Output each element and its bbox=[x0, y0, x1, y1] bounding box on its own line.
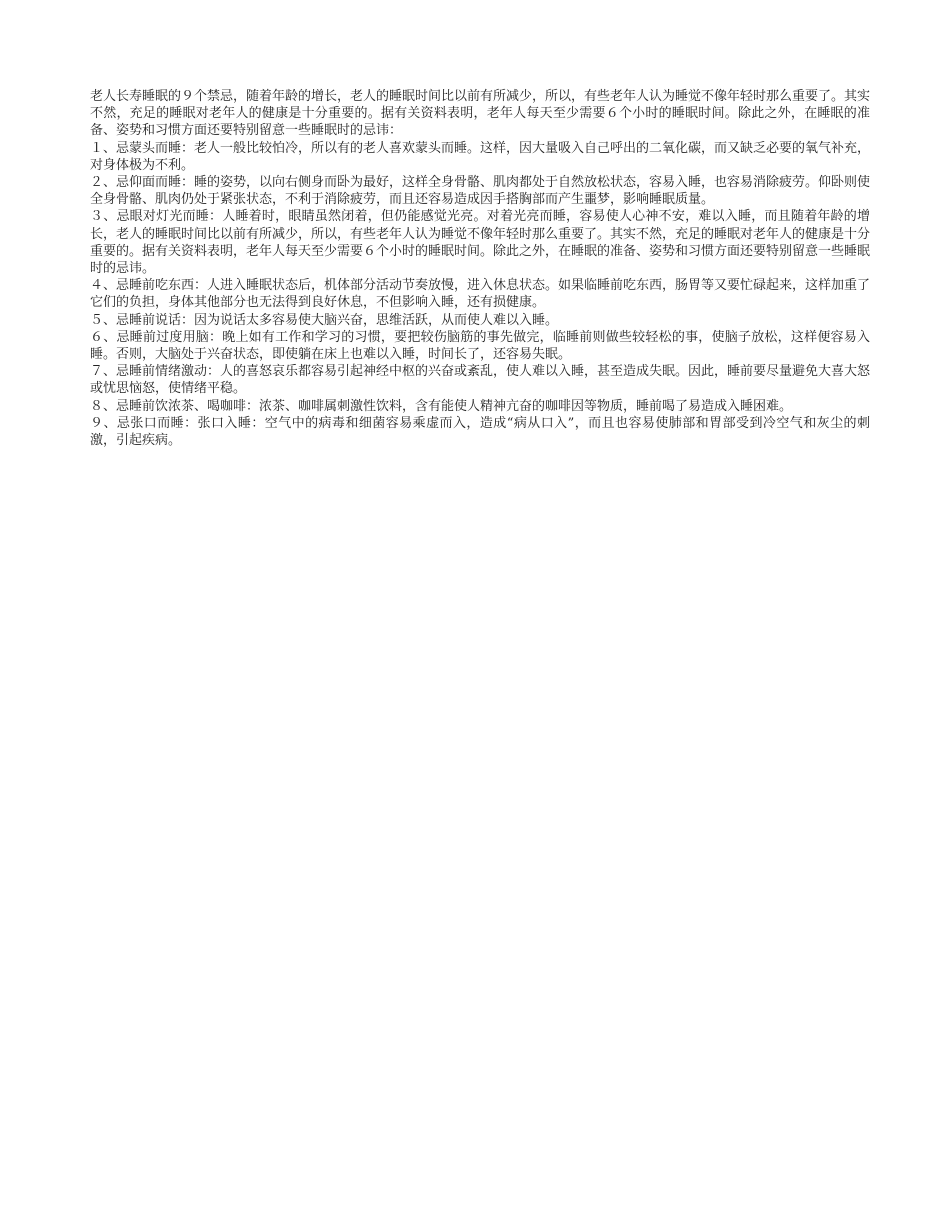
list-item: ４、忌睡前吃东西：人进入睡眠状态后，机体部分活动节奏放慢，进入休息状态。如果临睡前吃东西，肠胃等又要忙碌起来，这样加重了它们的负担，身体其他部分也无法得到良好休息，不但影响入睡，还有损健康。 bbox=[90, 278, 871, 311]
list-item: ８、忌睡前饮浓茶、喝咖啡：浓茶、咖啡属刺激性饮料，含有能使人精神亢奋的咖啡因等物质，睡前喝了易造成入睡困难。 bbox=[90, 398, 793, 414]
list-item: ５、忌睡前说话：因为说话太多容易使大脑兴奋，思维活跃，从而使人难以入睡。 bbox=[90, 312, 559, 328]
list-item: ３、忌眼对灯光而睡：人睡着时，眼睛虽然闭着，但仍能感觉光亮。对着光亮而睡，容易使人心神不安，难以入睡，而且随着年龄的增长，老人的睡眠时间比以前有所减少，所以，有些老年人认为睡觉不像年轻时那么重要了。其实不然，充足的睡眠对老年人的健康是十分重要的。据有关资料表明，老年人每天至少需要６个小时的睡眠时间。除此之外，在睡眠的准备、姿势和习惯方面还要特别留意一些睡眠时的忌讳。 bbox=[90, 209, 871, 277]
intro-paragraph: 老人长寿睡眠的９个禁忌，随着年龄的增长，老人的睡眠时间比以前有所减少，所以，有些老年人认为睡觉不像年轻时那么重要了。其实不然，充足的睡眠对老年人的健康是十分重要的。据有关资料表明，老年人每天至少需要６个小时的睡眠时间。除此之外，在睡眠的准备、姿势和习惯方面还要特别留意一些睡眠时的忌讳： bbox=[90, 89, 871, 139]
list-item: ７、忌睡前情绪激动：人的喜怒哀乐都容易引起神经中枢的兴奋或紊乱，使人难以入睡，甚至造成失眠。因此，睡前要尽量避免大喜大怒或忧思恼怒，使情绪平稳。 bbox=[90, 364, 871, 397]
list-item: ６、忌睡前过度用脑：晚上如有工作和学习的习惯，要把较伤脑筋的事先做完，临睡前则做些较轻松的事，使脑子放松，这样便容易入睡。否则，大脑处于兴奋状态，即使躺在床上也难以入睡，时间长了，还容易失眠。 bbox=[90, 329, 870, 363]
list-item: ９、忌张口而睡：张口入睡：空气中的病毒和细菌容易乘虚而入，造成“病从口入”，而且也容易使肺部和胃部受到冷空气和灰尘的刺激，引起疾病。 bbox=[90, 415, 870, 449]
document-body bbox=[90, 88, 870, 449]
list-item: ２、忌仰面而睡：睡的姿势，以向右侧身而卧为最好，这样全身骨骼、肌肉都处于自然放松状态，容易入睡，也容易消除疲劳。仰卧则使全身骨骼、肌肉仍处于紧张状态，不利于消除疲劳，而且还容易造成因手搭胸部而产生噩梦，影响睡眠质量。 bbox=[90, 175, 871, 208]
list-item: １、忌蒙头而睡：老人一般比较怕冷，所以有的老人喜欢蒙头而睡。这样，因大量吸入自己呼出的二氧化碳，而又缺乏必要的氧气补充，对身体极为不利。 bbox=[90, 140, 871, 173]
